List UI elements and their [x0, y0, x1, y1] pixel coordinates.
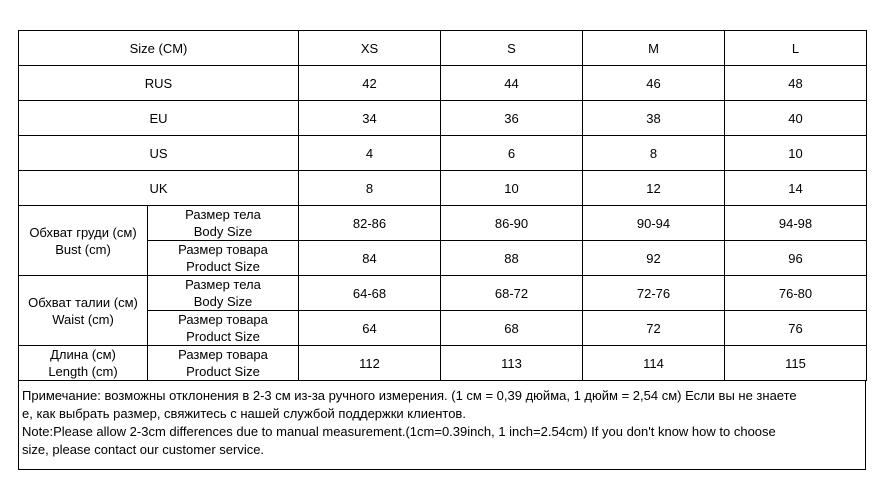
- header-row: [19, 31, 867, 66]
- sub-label-bust-body: [148, 206, 299, 241]
- row-label-length: [19, 346, 148, 381]
- cell-bust-body-s: 86-90: [441, 206, 583, 241]
- waist-product-label-en: Product Size: [186, 329, 260, 344]
- cell-bust-product-xs: 84: [299, 241, 441, 276]
- cell-waist-product-s: 68: [441, 311, 583, 346]
- note-ru-line-1: Примечание: возможны отклонения в 2-3 см из-за ручного измерения. (1 см = 0,39 дюйма, 1 дюйм = 2,54 см) Если вы не знаете: [22, 388, 797, 403]
- bust-product-label-en: Product Size: [186, 259, 260, 274]
- sub-label-length-product: [148, 346, 299, 381]
- cell-uk-l: 14: [725, 171, 867, 206]
- table-row-rus: [19, 66, 867, 101]
- cell-rus-m: 46: [583, 66, 725, 101]
- waist-label-ru: Обхват талии (см): [28, 294, 138, 310]
- cell-eu-xs: 34: [299, 101, 441, 136]
- cell-us-m: 8: [583, 136, 725, 171]
- waist-body-label-en: Body Size: [193, 294, 253, 309]
- cell-waist-product-xs: 64: [299, 311, 441, 346]
- cell-us-s: 6: [441, 136, 583, 171]
- cell-waist-body-xs: 64-68: [299, 276, 441, 311]
- header-size-cm: Size (CM): [19, 31, 299, 66]
- cell-uk-m: 12: [583, 171, 725, 206]
- measurement-note: [18, 381, 866, 470]
- row-label-rus: RUS: [19, 66, 299, 101]
- cell-uk-xs: 8: [299, 171, 441, 206]
- size-table: [18, 30, 867, 381]
- table-row-length: [19, 346, 867, 381]
- cell-length-l: 115: [725, 346, 867, 381]
- length-label-ru: Длина (см): [50, 347, 116, 362]
- cell-rus-xs: 42: [299, 66, 441, 101]
- row-label-eu: EU: [19, 101, 299, 136]
- row-label-uk: UK: [19, 171, 299, 206]
- cell-eu-s: 36: [441, 101, 583, 136]
- cell-bust-body-m: 90-94: [583, 206, 725, 241]
- bust-product-label-ru: Размер товара: [178, 242, 268, 257]
- bust-label-ru: Обхват груди (см): [29, 224, 137, 240]
- cell-waist-body-l: 76-80: [725, 276, 867, 311]
- table-row-waist-body: [19, 276, 867, 311]
- row-label-waist: [19, 276, 148, 346]
- cell-waist-product-m: 72: [583, 311, 725, 346]
- waist-product-label-ru: Размер товара: [178, 312, 268, 327]
- cell-bust-product-s: 88: [441, 241, 583, 276]
- table-row-bust-body: [19, 206, 867, 241]
- bust-body-label-ru: Размер тела: [185, 207, 261, 222]
- cell-rus-l: 48: [725, 66, 867, 101]
- cell-eu-l: 40: [725, 101, 867, 136]
- header-size-l: L: [725, 31, 867, 66]
- header-size-xs: XS: [299, 31, 441, 66]
- row-label-us: US: [19, 136, 299, 171]
- table-row-uk: [19, 171, 867, 206]
- cell-waist-body-s: 68-72: [441, 276, 583, 311]
- sub-label-bust-product: [148, 241, 299, 276]
- header-size-m: M: [583, 31, 725, 66]
- header-size-s: S: [441, 31, 583, 66]
- cell-waist-product-l: 76: [725, 311, 867, 346]
- sub-label-waist-body: [148, 276, 299, 311]
- cell-length-m: 114: [583, 346, 725, 381]
- cell-bust-body-l: 94-98: [725, 206, 867, 241]
- table-row-us: [19, 136, 867, 171]
- cell-bust-product-m: 92: [583, 241, 725, 276]
- cell-uk-s: 10: [441, 171, 583, 206]
- sub-label-waist-product: [148, 311, 299, 346]
- cell-eu-m: 38: [583, 101, 725, 136]
- note-en-line-1: Note:Please allow 2-3cm differences due to manual measurement.(1cm=0.39inch, 1 inch=2.54cm) If you don't know how to choose: [22, 424, 776, 439]
- bust-body-label-en: Body Size: [193, 224, 253, 239]
- cell-bust-body-xs: 82-86: [299, 206, 441, 241]
- cell-waist-body-m: 72-76: [583, 276, 725, 311]
- cell-length-s: 113: [441, 346, 583, 381]
- length-label-en: Length (cm): [48, 364, 118, 379]
- table-row-eu: [19, 101, 867, 136]
- note-en-line-2: size, please contact our customer service.: [22, 442, 265, 457]
- bust-label-en: Bust (cm): [55, 241, 111, 257]
- cell-us-xs: 4: [299, 136, 441, 171]
- waist-label-en: Waist (cm): [52, 311, 114, 327]
- size-chart: [18, 30, 866, 470]
- waist-body-label-ru: Размер тела: [185, 277, 261, 292]
- cell-us-l: 10: [725, 136, 867, 171]
- length-product-label-ru: Размер товара: [178, 347, 268, 362]
- row-label-bust: [19, 206, 148, 276]
- cell-rus-s: 44: [441, 66, 583, 101]
- note-ru-line-2: е, как выбрать размер, свяжитесь с нашей службой поддержки клиентов.: [22, 406, 466, 421]
- cell-bust-product-l: 96: [725, 241, 867, 276]
- length-product-label-en: Product Size: [186, 364, 260, 379]
- cell-length-xs: 112: [299, 346, 441, 381]
